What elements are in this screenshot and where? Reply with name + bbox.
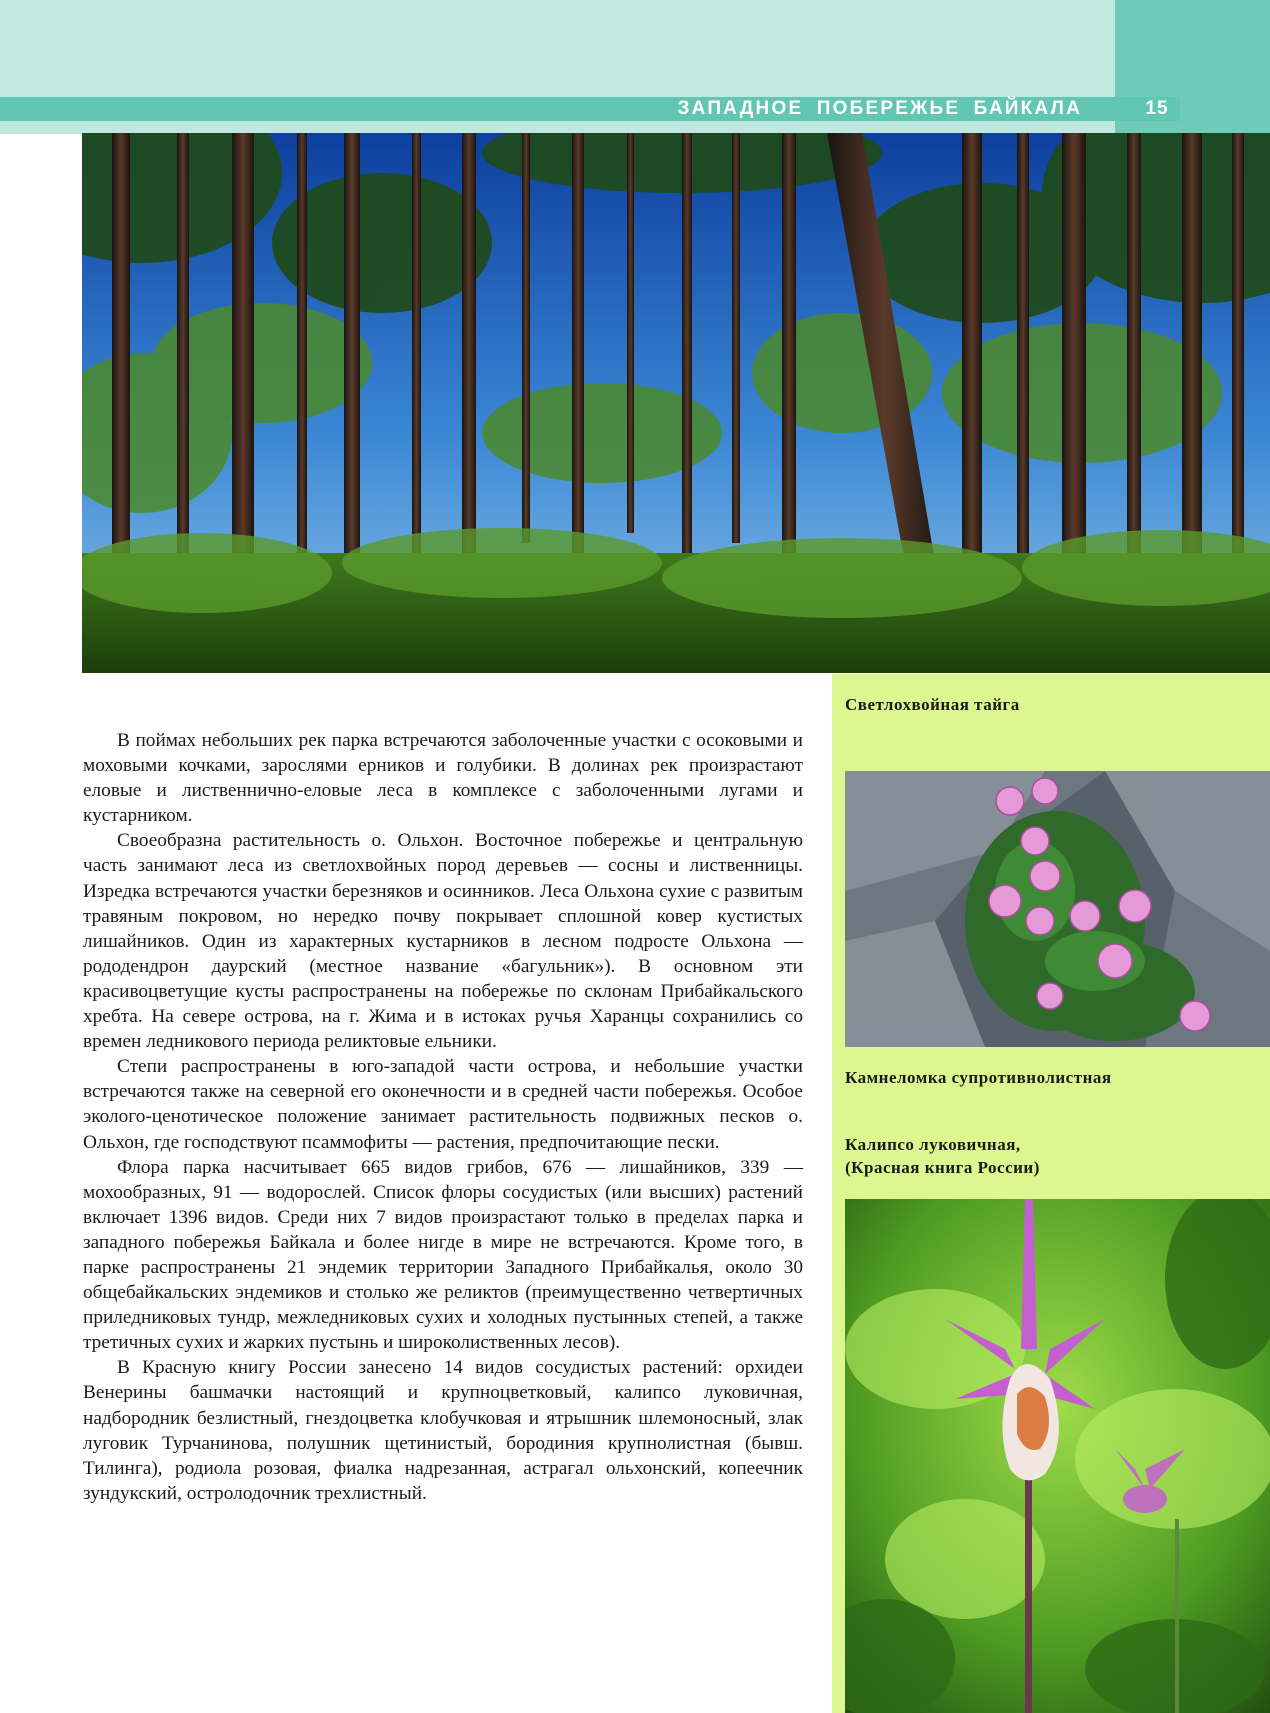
article-paragraph: Флора парка насчитывает 665 видов грибов, 676 — лишайников, 339 — мохообразных, 91 — водорослей. Список флоры сосудистых (или высших) растений включает 1396 видов. Среди них 7 видов произрастают только в пределах парка и западного побережья Байкала и более нигде в мире не встречаются. Кроме того, в парке распространены 21 эндемик территории Западного Прибайкалья, около 30 общебайкальских эндемиков и столько же реликтов (преимущественно четвертичных приледниковых тундр, межледниковых сухих и холодных пустынных степей, а также третичных сухих и жарких пустынь и широколиственных лесов). bbox=[83, 1156, 803, 1354]
caption-taiga: Светлохвойная тайга bbox=[845, 695, 1020, 714]
caption-calypso-line1: Калипсо луковичная, bbox=[845, 1135, 1021, 1154]
photo-saxifrage bbox=[845, 771, 1270, 1047]
caption-calypso bbox=[845, 1133, 1265, 1179]
page-number: 15 bbox=[1145, 98, 1169, 119]
article-body bbox=[83, 728, 803, 1506]
article-paragraph: В поймах небольших рек парка встречаются заболоченные участки с осоковыми и моховыми кочками, зарослями ерников и голубики. В долинах рек произрастают еловые и лиственнично-еловые леса в комплексе с заболоченными лугами и кустарником. bbox=[83, 730, 803, 827]
caption-calypso-line2: (Красная книга России) bbox=[845, 1158, 1040, 1177]
photo-calypso-bulbosa bbox=[845, 1199, 1270, 1713]
caption-saxifrage: Камнеломка супротивнолистная bbox=[845, 1068, 1112, 1087]
running-head: ЗАПАДНОЕ ПОБЕРЕЖЬЕ БАЙКАЛА bbox=[677, 98, 1082, 119]
article-paragraph: В Красную книгу России занесено 14 видов сосудистых растений: орхидеи Венерины башмачки настоящий и крупноцветковый, калипсо луковичная, надбородник безлистный, гнездоцветка клобучковая и ятрышник шлемоносный, злак луговик Турчанинова, полушник щетинистый, бородиния крупнолистная (бывш. Тилинга), родиола розовая, фиалка надрезанная, астрагал ольхонский, копеечник зундукский, остролодочник трехлистный. bbox=[83, 1357, 803, 1504]
photo-light-coniferous-taiga bbox=[82, 133, 1270, 673]
article-paragraph: Своеобразна растительность о. Ольхон. Восточное побережье и центральную часть занимают леса из светлохвойных пород деревьев — сосны и лиственницы. Изредка встречаются участки березняков и осинников. Леса Ольхона сухие с развитым травяным покровом, но нередко почву покрывает сплошной ковер кустистых лишайников. Один из характерных кустарников в лесном подросте Ольхона — рододендрон даурский (местное название «багульник»). В основном эти красивоцветущие кусты распространены на побережье по склонам Прибайкальского хребта. На севере острова, на г. Жима и в истоках ручья Харанцы сохранились со времен ледникового периода реликтовые ельники. bbox=[83, 830, 803, 1053]
article-paragraph: Степи распространены в юго-западой части острова, и небольшие участки встречаются также на северной его оконечности и в средней части побережья. Особое эколого-ценотическое положение занимает растительность подвижных песков о. Ольхон, где господствуют псаммофиты — растения, предпочитающие пески. bbox=[83, 1056, 803, 1153]
